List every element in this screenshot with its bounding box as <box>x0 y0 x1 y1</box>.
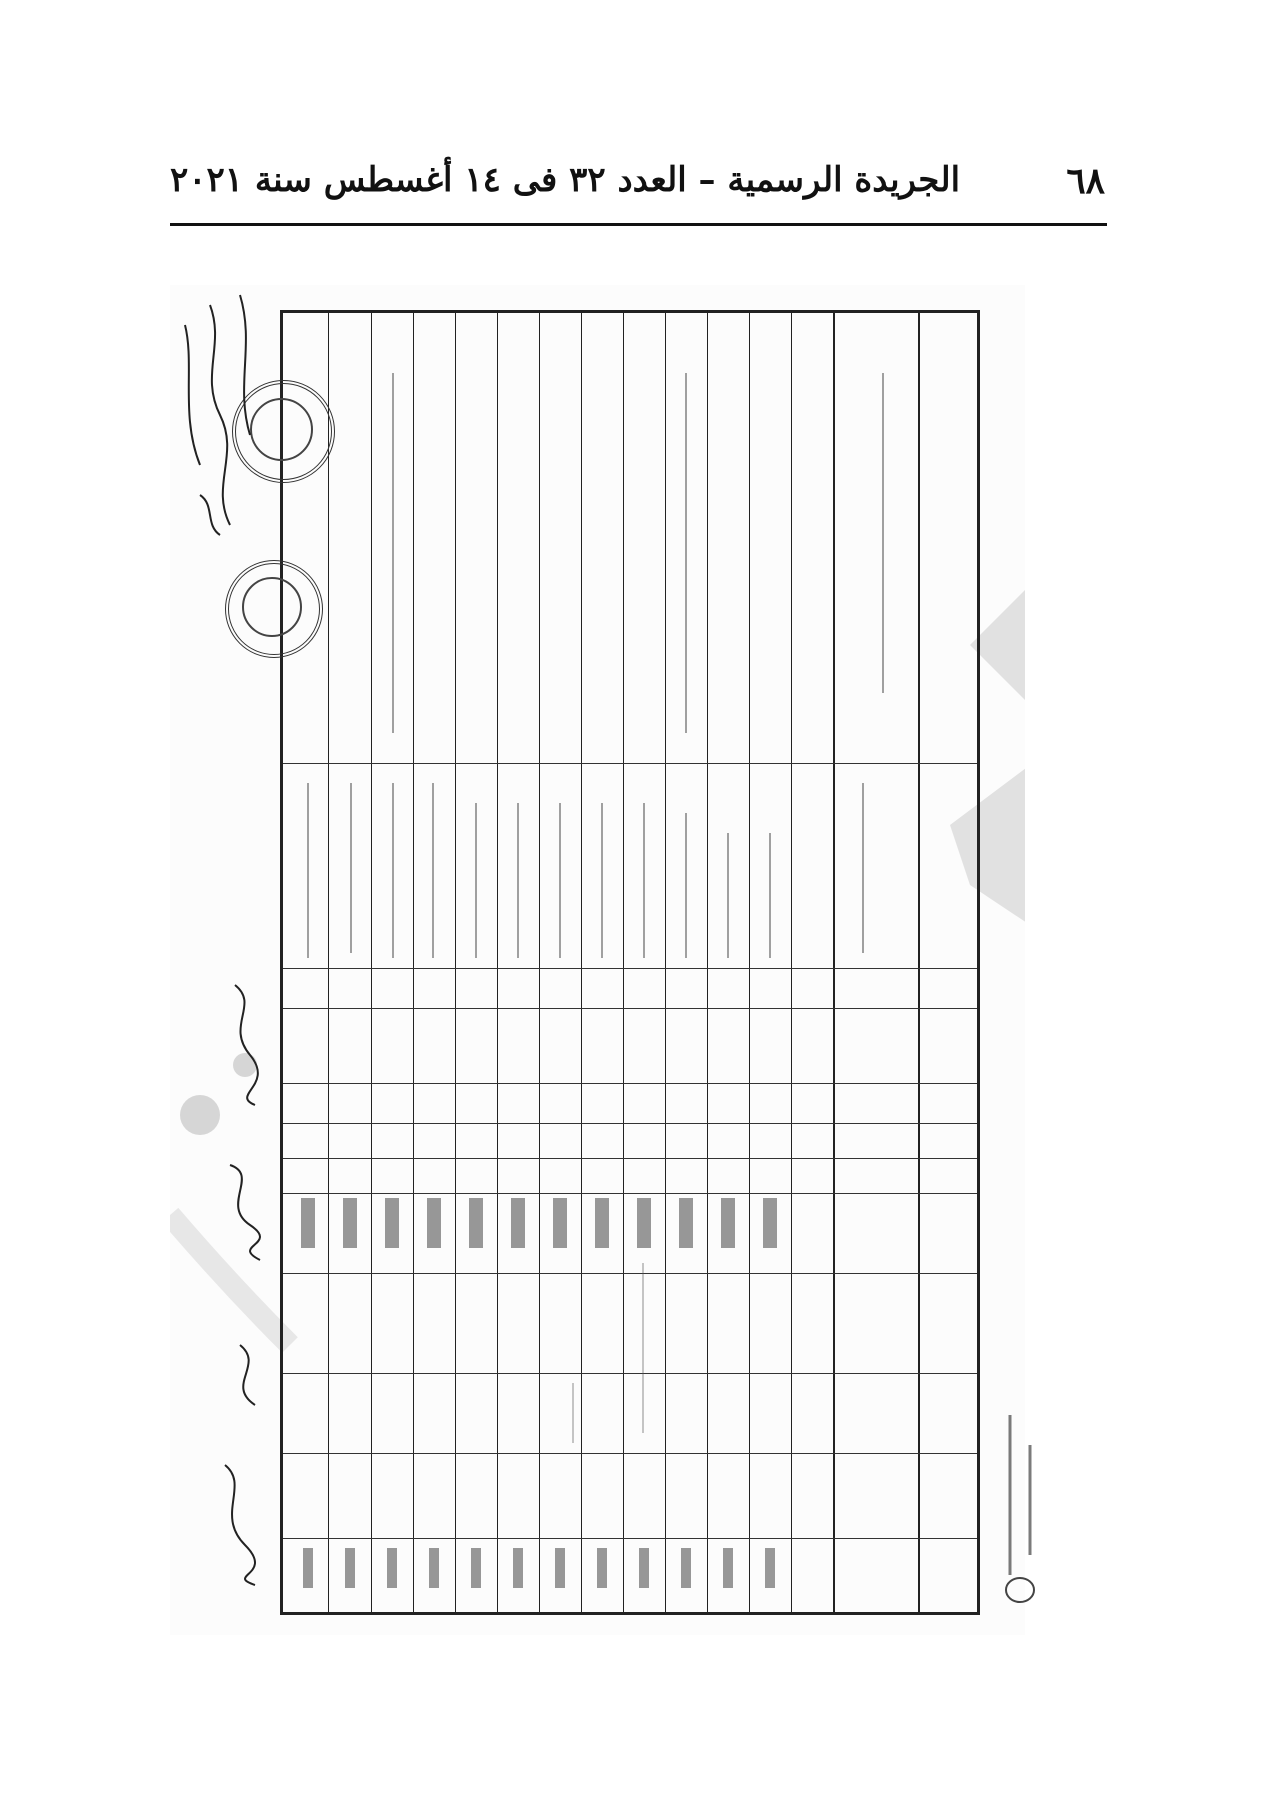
header-rule <box>170 223 1107 226</box>
page-number: ٦٨ <box>1066 160 1105 202</box>
gazette-title: الجريدة الرسمية – العدد ٣٢ فى ١٤ أغسطس سنة ٢٠٢١ <box>170 160 961 200</box>
data-table <box>280 310 980 1615</box>
rotated-caption <box>990 1405 1050 1605</box>
scanned-table-page <box>170 285 1025 1635</box>
page-header <box>170 160 1105 220</box>
handwritten-signatures <box>170 285 275 1635</box>
table-text-traces <box>283 313 983 1618</box>
